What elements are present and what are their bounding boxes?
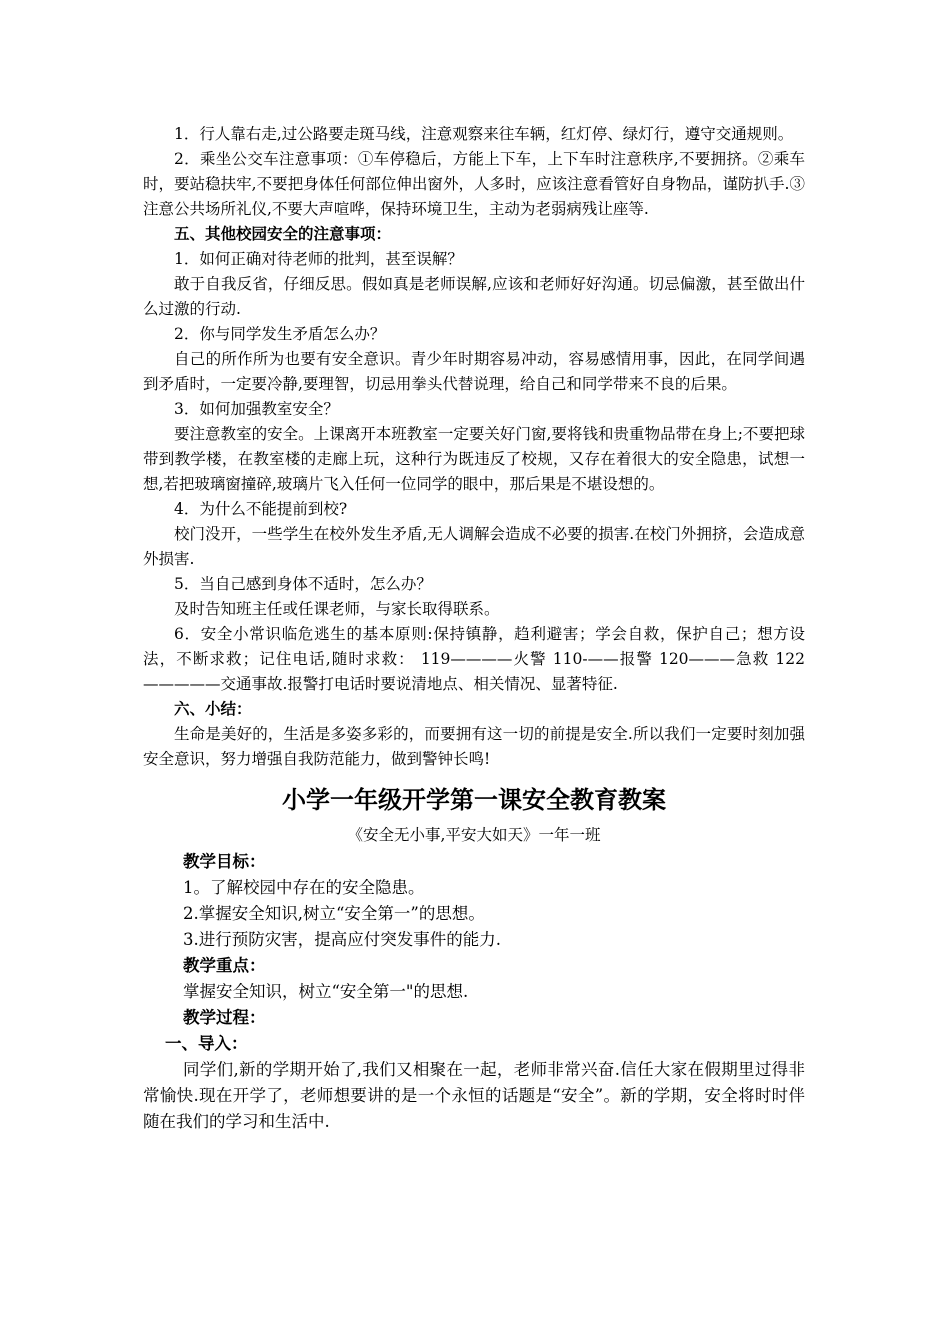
lesson-plan-subtitle: 《安全无小事,平安大如天》一年一班 — [347, 826, 601, 844]
paragraph: 3．如何加强教室安全？ — [174, 400, 339, 418]
paragraph: 2．你与同学发生矛盾怎么办？ — [174, 325, 386, 343]
paragraph: 及时告知班主任或任课老师，与家长取得联系。 — [174, 600, 500, 618]
paragraph: 1．如何正确对待老师的批判，甚至误解？ — [174, 250, 463, 268]
section-heading: 五、其他校园安全的注意事项： — [174, 225, 392, 243]
safety-notes-section — [143, 122, 805, 772]
section-heading: 教学过程： — [183, 1008, 266, 1027]
section-heading: 教学目标： — [183, 852, 266, 871]
section-heading: 教学重点： — [183, 956, 266, 975]
paragraph: 4．为什么不能提前到校? — [174, 500, 348, 518]
paragraph: 要注意教室的安全。上课离开本班教室一定要关好门窗,要将钱和贵重物品带在身上;不要把球带到教学楼，在教室楼的走廊上玩，这种行为既违反了校规，又存在着很大的安全隐患，试想一想,若把玻璃窗撞碎,玻璃片飞入任何一位同学的眼中，那后果是不堪设想的。 — [143, 425, 805, 493]
lesson-plan-title: 小学一年级开学第一课安全教育教案 — [282, 786, 666, 814]
paragraph: 6．安全小常识临危逃生的基本原则:保持镇静，趋利避害；学会自救，保护自己；想方设法，不断求救；记住电话,随时求救： 119————火警 110-——报警 120———急救 122—————交通事故.报警打电话时要说清地点、相关情况、显著特征. — [143, 625, 805, 693]
paragraph: 同学们,新的学期开始了,我们又相聚在一起，老师非常兴奋.信任大家在假期里过得非常愉快.现在开学了，老师想要讲的是一个永恒的话题是“安全”。新的学期，安全将时时伴随在我们的学习和生活中. — [143, 1060, 805, 1131]
paragraph: 5．当自己感到身体不适时，怎么办？ — [174, 575, 432, 593]
paragraph: 敢于自我反省，仔细反思。假如真是老师误解,应该和老师好好沟通。切忌偏激，甚至做出什么过激的行动. — [143, 275, 805, 318]
paragraph: 1。了解校园中存在的安全隐患。 — [183, 878, 425, 897]
paragraph: 1．行人靠右走,过公路要走斑马线，注意观察来往车辆，红灯停、绿灯行，遵守交通规则。 — [174, 125, 794, 143]
paragraph: 2．乘坐公交车注意事项：①车停稳后，方能上下车，上下车时注意秩序,不要拥挤。②乘车时，要站稳扶牢,不要把身体任何部位伸出窗外，人多时，应该注意看管好自身物品，谨防扒手.③注意公共场所礼仪,不要大声喧哗，保持环境卫生，主动为老弱病残让座等. — [143, 150, 805, 218]
paragraph: 2.掌握安全知识,树立“安全第一”的思想。 — [183, 904, 485, 923]
section-heading: 一、导入： — [165, 1034, 248, 1053]
paragraph: 自己的所作所为也要有安全意识。青少年时期容易冲动，容易感情用事，因此，在同学间遇到矛盾时，一定要冷静,要理智，切忌用拳头代替说理，给自己和同学带来不良的后果。 — [143, 350, 805, 393]
document-body — [143, 122, 805, 1135]
section-heading: 六、小结： — [174, 700, 252, 718]
paragraph: 校门没开，一些学生在校外发生矛盾,无人调解会造成不必要的损害.在校门外拥挤，会造成意外损害. — [143, 525, 805, 568]
paragraph: 生命是美好的，生活是多姿多彩的，而要拥有这一切的前提是安全.所以我们一定要时刻加强安全意识，努力增强自我防范能力，做到警钟长鸣! — [143, 725, 805, 768]
lesson-plan-section — [143, 780, 805, 1135]
paragraph: 3.进行预防灾害，提高应付突发事件的能力. — [183, 930, 501, 949]
lesson-plan-body — [143, 849, 805, 1135]
paragraph: 掌握安全知识，树立“安全第一"的思想. — [183, 982, 469, 1001]
